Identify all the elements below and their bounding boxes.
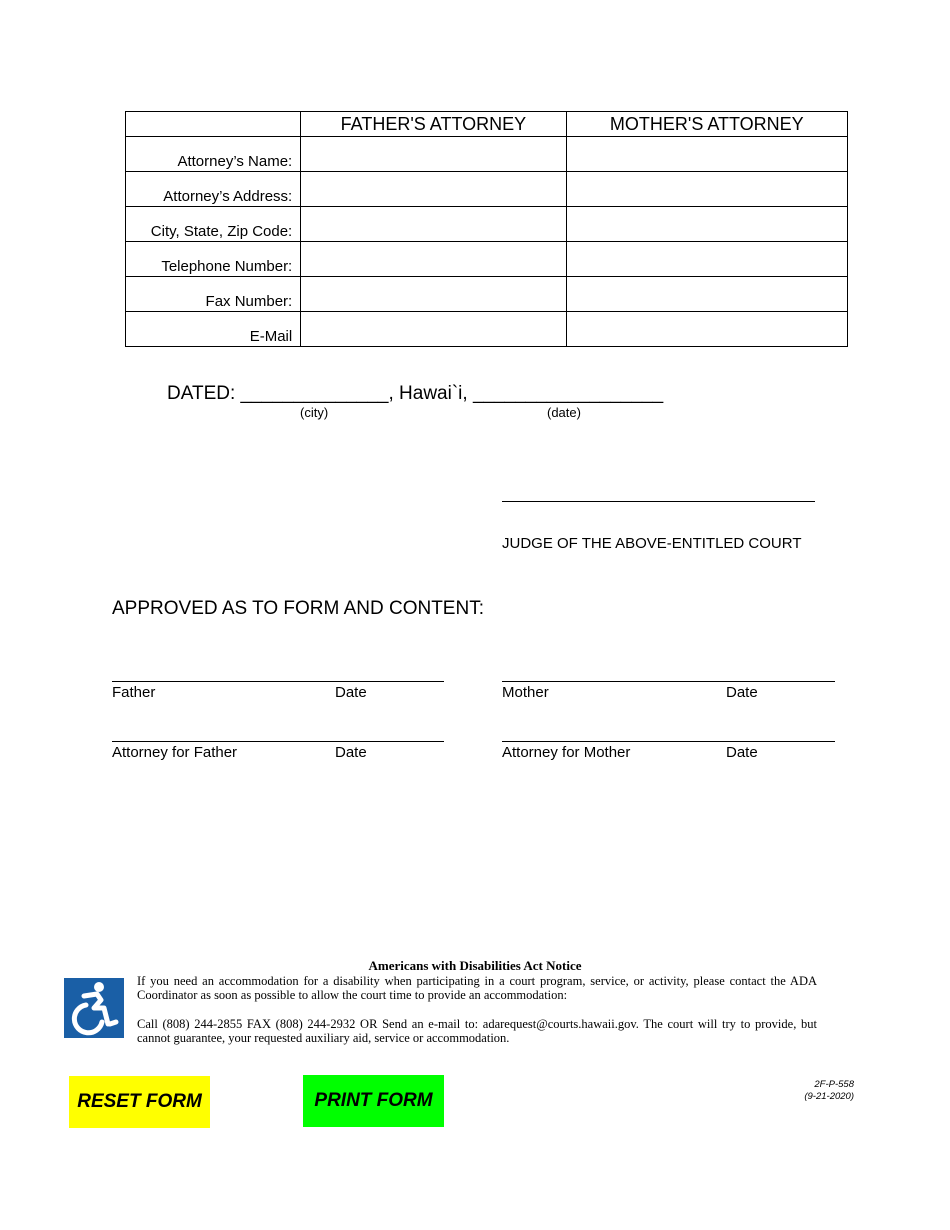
attorney-father-date-label: Date xyxy=(335,744,367,761)
form-code: 2F-P-558 xyxy=(814,1079,854,1090)
mother-attorney-telephone-input[interactable] xyxy=(567,244,847,274)
attorney-table xyxy=(125,111,848,347)
mother-attorney-address-input[interactable] xyxy=(567,174,847,204)
mother-signature-line xyxy=(502,681,835,682)
attorney-father-label: Attorney for Father xyxy=(112,744,238,761)
attorney-mother-date-label: Date xyxy=(726,744,758,761)
header-fathers-attorney: FATHER'S ATTORNEY xyxy=(301,112,566,137)
row-label-telephone: Telephone Number: xyxy=(126,242,301,277)
date-sublabel: (date) xyxy=(547,405,581,420)
father-attorney-telephone-input[interactable] xyxy=(301,244,565,274)
ada-notice-title: Americans with Disabilities Act Notice xyxy=(368,958,582,973)
father-label: Father xyxy=(112,684,156,701)
dated-date-blank[interactable]: __________________ xyxy=(472,383,664,404)
table-row xyxy=(126,172,848,207)
father-attorney-email-input[interactable] xyxy=(301,314,565,344)
dated-prefix: DATED: xyxy=(167,383,236,404)
form-number xyxy=(770,1079,854,1103)
wheelchair-icon xyxy=(64,978,124,1038)
reset-form-button[interactable]: RESET FORM xyxy=(69,1076,210,1128)
dated-city-blank[interactable]: ______________ xyxy=(240,383,389,404)
father-signature-line xyxy=(112,681,444,682)
table-row xyxy=(126,137,848,172)
father-attorney-fax-input[interactable] xyxy=(301,279,565,309)
mother-attorney-city-input[interactable] xyxy=(567,209,847,239)
father-attorney-name-input[interactable] xyxy=(301,139,565,169)
father-date-label: Date xyxy=(335,684,367,701)
dated-line xyxy=(167,383,663,405)
row-label-city-state-zip: City, State, Zip Code: xyxy=(126,207,301,242)
print-form-button[interactable]: PRINT FORM xyxy=(303,1075,444,1127)
mother-date-label: Date xyxy=(726,684,758,701)
form-revision-date: (9-21-2020) xyxy=(804,1091,854,1102)
table-row xyxy=(126,277,848,312)
table-row xyxy=(126,242,848,277)
attorney-mother-signature-line xyxy=(502,741,835,742)
father-attorney-city-input[interactable] xyxy=(301,209,565,239)
header-empty xyxy=(126,112,301,137)
table-row xyxy=(126,207,848,242)
dated-hawaii: , Hawai`i, xyxy=(388,383,468,404)
row-label-attorney-name: Attorney’s Name: xyxy=(126,137,301,172)
attorney-father-signature-line xyxy=(112,741,444,742)
judge-label: JUDGE OF THE ABOVE-ENTITLED COURT xyxy=(502,535,802,552)
mother-attorney-name-input[interactable] xyxy=(567,139,847,169)
approved-heading: APPROVED AS TO FORM AND CONTENT: xyxy=(112,598,484,619)
city-sublabel: (city) xyxy=(300,405,329,420)
header-mothers-attorney: MOTHER'S ATTORNEY xyxy=(566,112,847,137)
attorney-table-header xyxy=(126,112,848,137)
father-attorney-address-input[interactable] xyxy=(301,174,565,204)
mother-attorney-fax-input[interactable] xyxy=(567,279,847,309)
mother-label: Mother xyxy=(502,684,549,701)
row-label-email: E-Mail xyxy=(126,312,301,347)
attorney-mother-label: Attorney for Mother xyxy=(502,744,631,761)
ada-paragraph-1: If you need an accommodation for a disability when participating in a court program, service, or activity, please contact the ADA Coordinator as soon as possible to allow the court time to provide an accommodation: xyxy=(137,974,817,1002)
accessibility-icon xyxy=(64,978,124,1038)
row-label-fax: Fax Number: xyxy=(126,277,301,312)
ada-paragraph-2: Call (808) 244-2855 FAX (808) 244-2932 OR Send an e-mail to: adarequest@courts.hawaii.gov. The court will try to provide, but cannot guarantee, your requested auxiliary aid, service or accommodation. xyxy=(137,1017,817,1045)
row-label-attorney-address: Attorney’s Address: xyxy=(126,172,301,207)
mother-attorney-email-input[interactable] xyxy=(567,314,847,344)
judge-signature-line xyxy=(502,501,815,502)
table-row xyxy=(126,312,848,347)
